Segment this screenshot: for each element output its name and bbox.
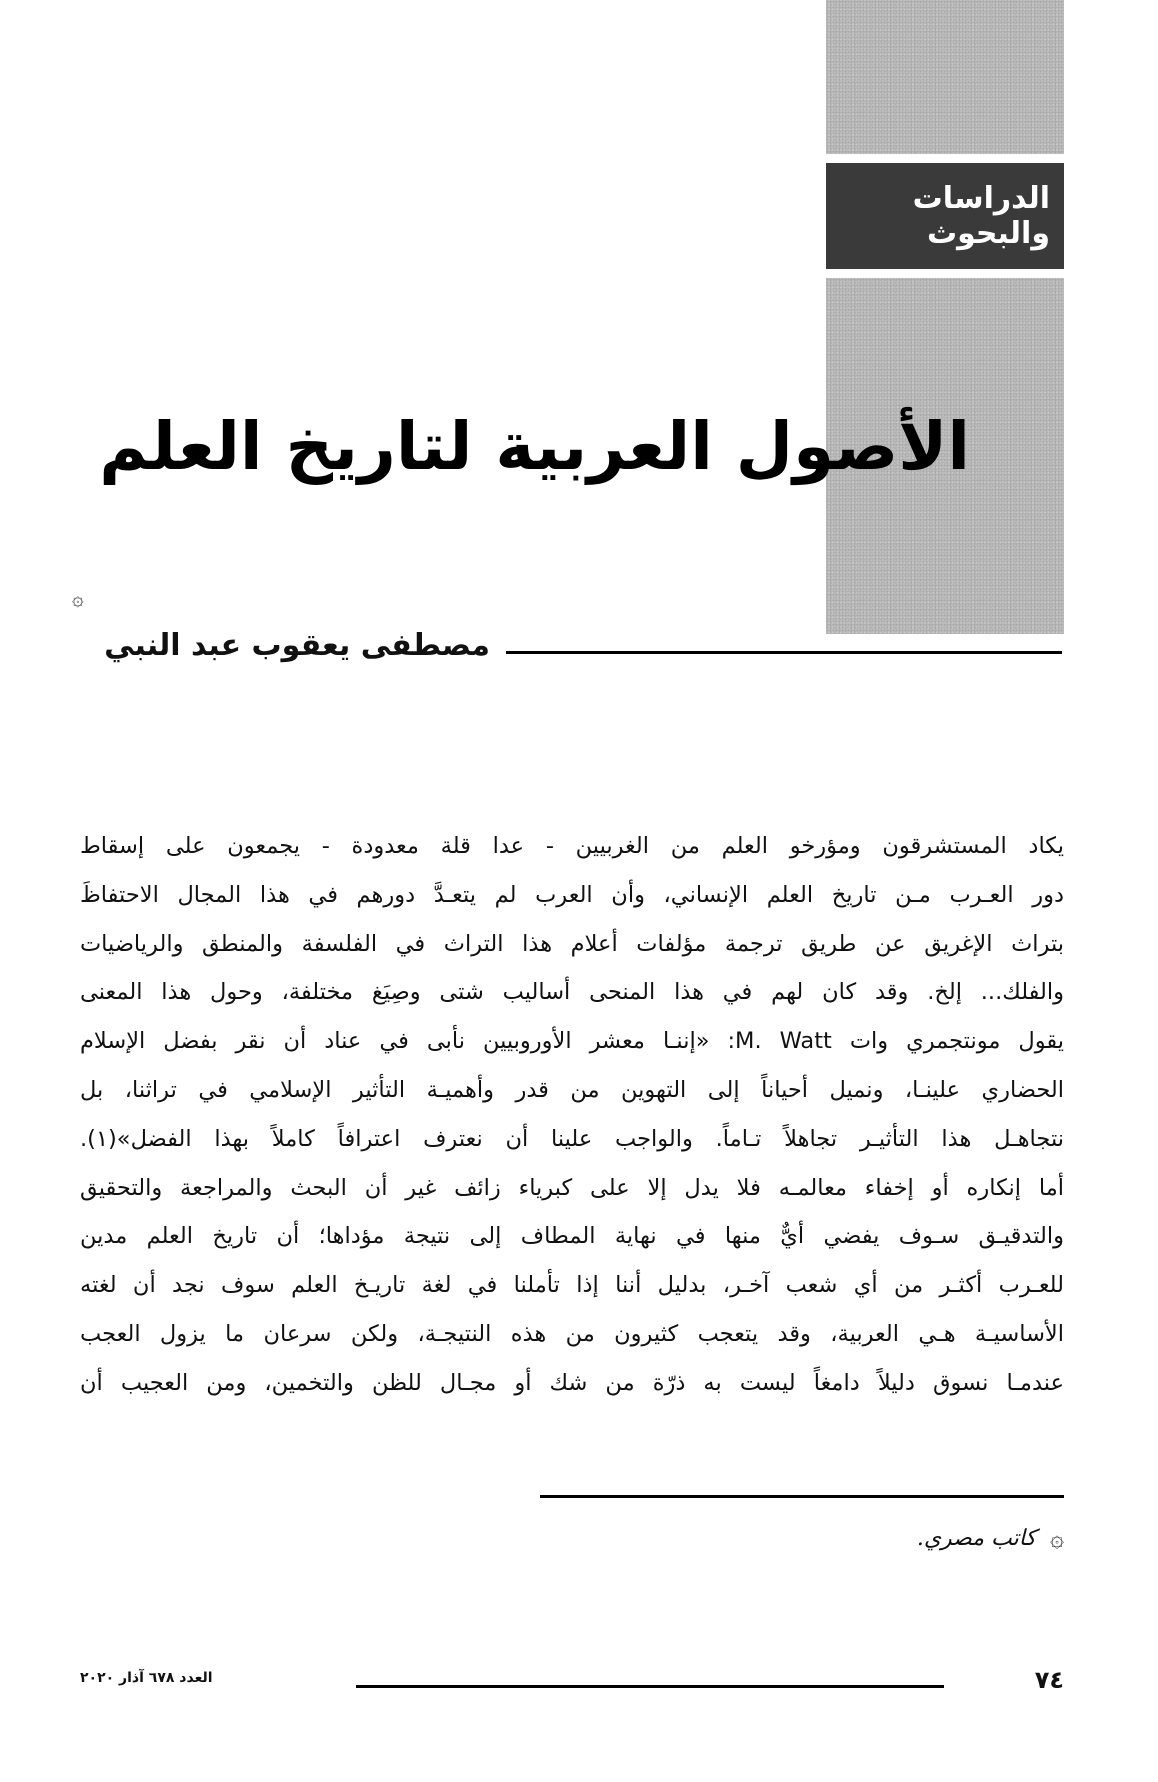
issue-label: العدد ٦٧٨ آذار ٢٠٢٠ — [80, 1670, 213, 1686]
section-label: الدراسات والبحوث — [912, 181, 1050, 251]
author-rule — [506, 651, 1062, 654]
body-line: الحضاري علينـا، ونميل أحياناً إلى التهوين من قدر وأهميـة التأثير الإسلامي في تراثنا، بل — [80, 1076, 1064, 1103]
article-title: الأصول العربية لتاريخ العلم — [99, 408, 970, 485]
body-line: والفلك... إلخ. وقد كان لهم في هذا المنحى أساليب شتى وصِيَغ مختلفة، وحول هذا المعنى — [80, 979, 1064, 1006]
article-body — [80, 822, 1064, 1408]
footnote-text: كاتب مصري. — [916, 1525, 1036, 1551]
body-line: والتدقيـق سـوف يفضي أيٌّ منها في نهاية المطاف إلى نتيجة مؤداها؛ أن تاريخ العلم مدين — [80, 1223, 1064, 1250]
footnote — [780, 1524, 1064, 1552]
gray-decoration-top — [826, 0, 1064, 154]
flower-icon: ۞ — [1049, 1524, 1064, 1552]
body-line: عندمـا نسوق دليلاً دامغاً ليست به ذرّة من شك أو مجـال للظن والتخمين، ومن العجيب أن — [80, 1369, 1064, 1396]
body-line: دور العـرب مـن تاريخ العلم الإنساني، وأن العرب لم يتعـدَّ دورهم في هذا المجال الاحتفاظَ — [80, 881, 1064, 908]
body-line: الأساسيـة هـي العربية، وقد يتعجب كثيرون من هذه النتيجـة، ولكن سرعان ما يزول العجب — [80, 1320, 1064, 1347]
body-line: يقول مونتجمري وات M. Watt: «إننـا معشر الأوروبيين نأبى في عناد أن نقر بفضل الإسلام — [80, 1028, 1064, 1055]
body-line: للعـرب أكثـر من أي شعب آخـر، بدليل أننا إذا تأملنا في لغة تاريـخ العلم سوف نجد أن لغته — [80, 1272, 1064, 1299]
body-line: يكاد المستشرقون ومؤرخو العلم من الغربيين - عدا قلة معدودة - يجمعون على إسقاط — [80, 833, 1064, 859]
section-header-bar — [826, 163, 1064, 269]
body-line: أما إنكاره أو إخفاء معالمـه فلا يدل إلا على كبرياء زائف غير أن البحث والمراجعة والتحقيق — [80, 1174, 1064, 1201]
author-footnote-marker: ۞ — [72, 586, 84, 610]
page-number: ٧٤ — [1034, 1666, 1064, 1694]
author-name: مصطفى يعقوب عبد النبي — [104, 628, 490, 663]
body-line: نتجاهـل هذا التأثيـر تجاهلاً تـاماً. والواجب علينا أن نعترف اعترافاً كاملاً بهذا الفضل»(١). — [80, 1125, 1064, 1152]
footer-rule — [356, 1685, 944, 1688]
footnote-rule — [540, 1495, 1064, 1498]
body-line: بتراث الإغريق عن طريق ترجمة مؤلفات أعلام هذا التراث في الفلسفة والمنطق والرياضيات — [80, 930, 1064, 957]
